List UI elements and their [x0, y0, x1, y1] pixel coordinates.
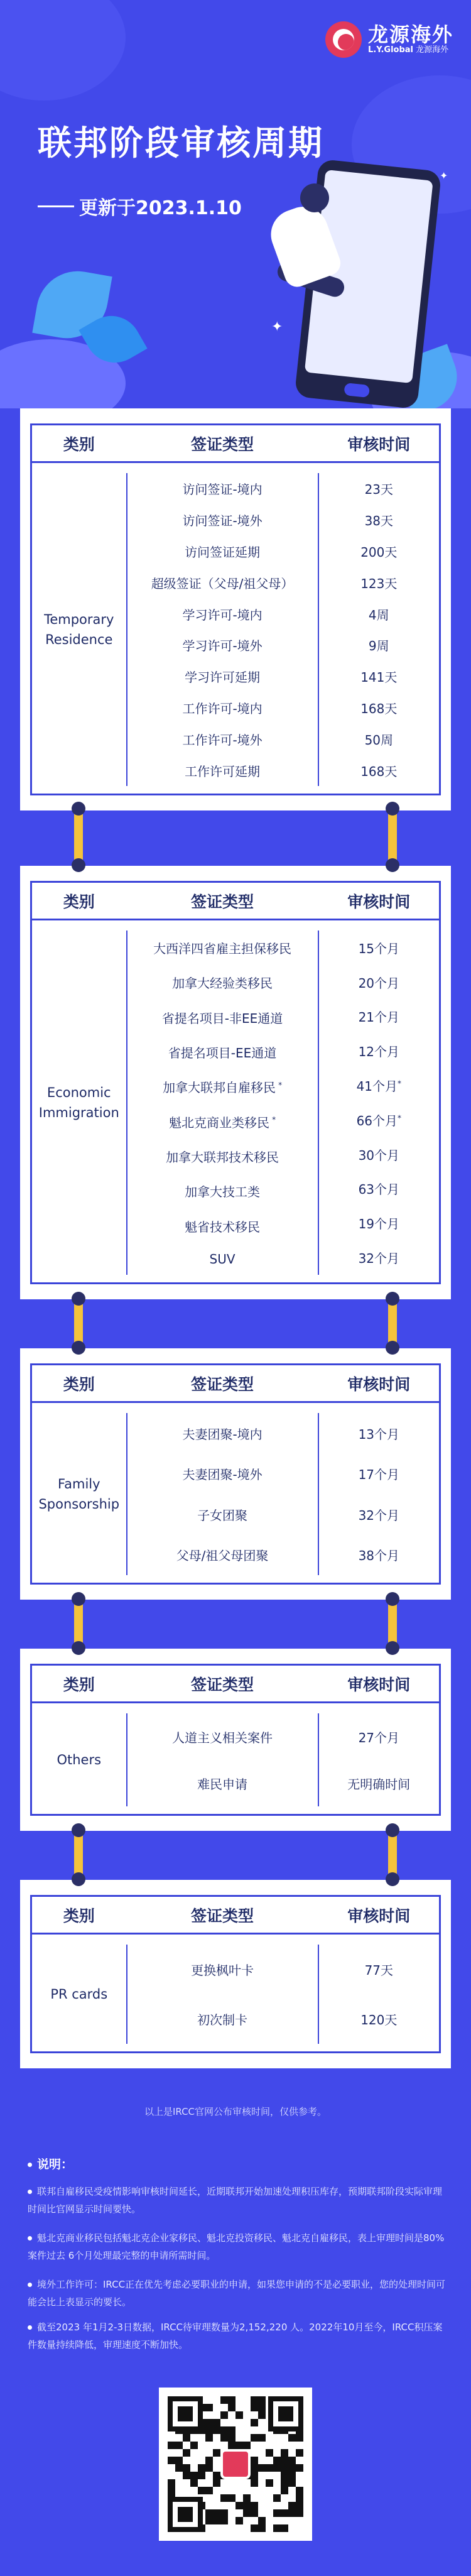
processing-time: 41个月*: [356, 1079, 402, 1094]
processing-time: 38个月: [358, 1548, 400, 1564]
visa-type: 夫妻团聚-境外: [182, 1467, 263, 1483]
category-label: Others: [57, 1752, 102, 1767]
processing-time: 77天: [364, 1963, 394, 1978]
note-item: 境外工作许可：IRCC正在优先考虑必要职业的申请，如果您申请的不是必要职业，您的处理时间可能会比上表显示的要长。: [28, 2279, 446, 2308]
table-header: [32, 1365, 439, 1403]
processing-time: 27个月: [358, 1730, 400, 1745]
visa-type: 难民申请: [197, 1776, 248, 1792]
table-header: [32, 1897, 439, 1935]
processing-time: 13个月: [358, 1426, 400, 1442]
header-visa-type: 签证类型: [191, 892, 254, 911]
visa-type: 更换枫叶卡: [191, 1963, 254, 1978]
visa-type: 魁北克商业类移民 *: [169, 1115, 276, 1130]
brand-name-cn: 龙源海外: [367, 23, 453, 46]
table: [30, 1363, 441, 1585]
visa-type: 工作许可-境外: [182, 732, 263, 748]
table: [30, 423, 441, 795]
header-processing-time: 审核时间: [347, 1675, 411, 1694]
visa-type: 大西洋四省雇主担保移民: [153, 941, 292, 957]
visa-type: 子女团聚: [197, 1507, 248, 1523]
processing-time: 无明确时间: [347, 1776, 411, 1792]
header-banner: [0, 0, 471, 408]
header-category: 类别: [63, 892, 95, 911]
header-category: 类别: [63, 1375, 95, 1394]
visa-type: 学习许可延期: [185, 670, 261, 685]
header-visa-type: 签证类型: [191, 1375, 254, 1394]
processing-time: 123天: [360, 576, 398, 591]
visa-type: 访问签证-境内: [182, 482, 263, 498]
processing-time: 63个月: [358, 1182, 400, 1198]
visa-type: 魁省技术移民: [185, 1219, 261, 1235]
processing-time: 200天: [360, 544, 398, 560]
table-header: [32, 425, 439, 463]
source-footnote: 以上是IRCC官网公布审核时间，仅供参考。: [144, 2106, 327, 2117]
category-label: Economic Immigration: [38, 1085, 119, 1120]
table: [30, 1895, 441, 2053]
visa-type: 访问签证延期: [185, 544, 261, 560]
section-card-others: [20, 1649, 451, 1831]
processing-time: 23天: [364, 482, 394, 498]
visa-type: 加拿大经验类移民: [172, 976, 273, 991]
processing-time: 17个月: [358, 1467, 400, 1483]
note-item: 截至2023 年1月2-3日数据，IRCC待审理数量为2,152,220 人。2022年10月至今，IRCC积压案件数量持续降低，审理速度不断加快。: [28, 2322, 443, 2350]
brand-name-en: L.Y.Global 龙源海外: [367, 45, 449, 55]
brand-logo: [325, 21, 453, 58]
processing-time: 141天: [360, 670, 398, 685]
visa-type: 加拿大技工类: [185, 1184, 261, 1200]
visa-type: 工作许可-境内: [182, 701, 263, 716]
logo-icon: [220, 2449, 251, 2479]
processing-time: 19个月: [358, 1216, 400, 1232]
section-card-economic-immigration: [20, 866, 451, 1299]
visa-type: 人道主义相关案件: [172, 1730, 273, 1745]
visa-type: 初次制卡: [197, 2012, 248, 2028]
category-label: Temporary Residence: [44, 612, 114, 647]
section-card-pr-cards: [20, 1880, 451, 2068]
visa-type: SUV: [209, 1251, 236, 1267]
header-processing-time: 审核时间: [347, 892, 411, 911]
processing-time: 21个月: [358, 1010, 400, 1025]
processing-time: 15个月: [358, 941, 400, 956]
sparkle-icon: ✦: [271, 319, 283, 335]
update-date: 更新于2023.1.10: [38, 192, 242, 220]
processing-time: 50周: [364, 732, 394, 748]
visa-type: 学习许可-境内: [182, 607, 263, 623]
processing-time: 120天: [360, 2012, 398, 2028]
header-processing-time: 审核时间: [347, 1375, 411, 1394]
logo-icon: [325, 21, 362, 58]
processing-time: 66个月*: [356, 1113, 402, 1128]
visa-type: 省提名项目-非EE通道: [161, 1010, 283, 1026]
header-visa-type: 签证类型: [191, 435, 254, 454]
note-item: 联邦自雇移民受疫情影响审核时间延长，近期联邦开始加速处理积压库存，预期联邦阶段实际审理时间比官网显示时间要快。: [28, 2186, 443, 2215]
connector: [74, 808, 83, 865]
visa-type: 省提名项目-EE通道: [168, 1045, 277, 1061]
processing-time: 32个月: [358, 1507, 400, 1523]
visa-type: 访问签证-境外: [182, 513, 263, 529]
processing-time: 38天: [364, 513, 394, 529]
table: [30, 881, 441, 1284]
header-processing-time: 审核时间: [347, 435, 411, 454]
visa-type: 夫妻团聚-境内: [182, 1426, 263, 1442]
qr-code[interactable]: [159, 2388, 312, 2541]
header-category: 类别: [63, 1906, 95, 1925]
visa-type: 学习许可-境外: [182, 638, 263, 654]
header-visa-type: 签证类型: [191, 1675, 254, 1694]
section-card-temporary-residence: [20, 408, 451, 810]
category-label: PR cards: [50, 1987, 108, 2002]
processing-time: 168天: [360, 701, 398, 716]
visa-type: 加拿大联邦技术移民: [166, 1149, 279, 1165]
processing-time: 20个月: [358, 975, 400, 991]
visa-type: 超级签证（父母/祖父母）: [151, 576, 294, 591]
processing-time: 30个月: [358, 1147, 400, 1163]
sparkle-icon: ✦: [440, 170, 448, 182]
table-header: [32, 883, 439, 920]
header-visa-type: 签证类型: [191, 1906, 254, 1925]
visa-type: 父母/祖父母团聚: [176, 1548, 269, 1564]
visa-type: 加拿大联邦自雇移民 *: [163, 1080, 283, 1096]
header-category: 类别: [63, 435, 95, 454]
table-header: [32, 1666, 439, 1703]
processing-time: 9周: [368, 638, 389, 654]
note-item: 魁北克商业移民包括魁北克企业家移民、魁北克投资移民、魁北克自雇移民，表上审理时间是80%案件过去 6个月处理最完整的申请所需时间。: [28, 2232, 445, 2261]
category-label: Family Sponsorship: [38, 1476, 120, 1512]
table: [30, 1664, 441, 1816]
processing-time: 32个月: [358, 1251, 400, 1267]
page-title: 联邦阶段审核周期: [38, 123, 324, 163]
notes-title: 说明：: [28, 2155, 73, 2172]
processing-time: 4周: [368, 607, 389, 623]
header-processing-time: 审核时间: [347, 1906, 411, 1925]
visa-type: 工作许可延期: [185, 763, 261, 779]
processing-time: 168天: [360, 763, 398, 779]
header-category: 类别: [63, 1675, 95, 1694]
processing-time: 12个月: [358, 1044, 400, 1060]
connector: [388, 808, 397, 865]
section-card-family-sponsorship: [20, 1348, 451, 1600]
